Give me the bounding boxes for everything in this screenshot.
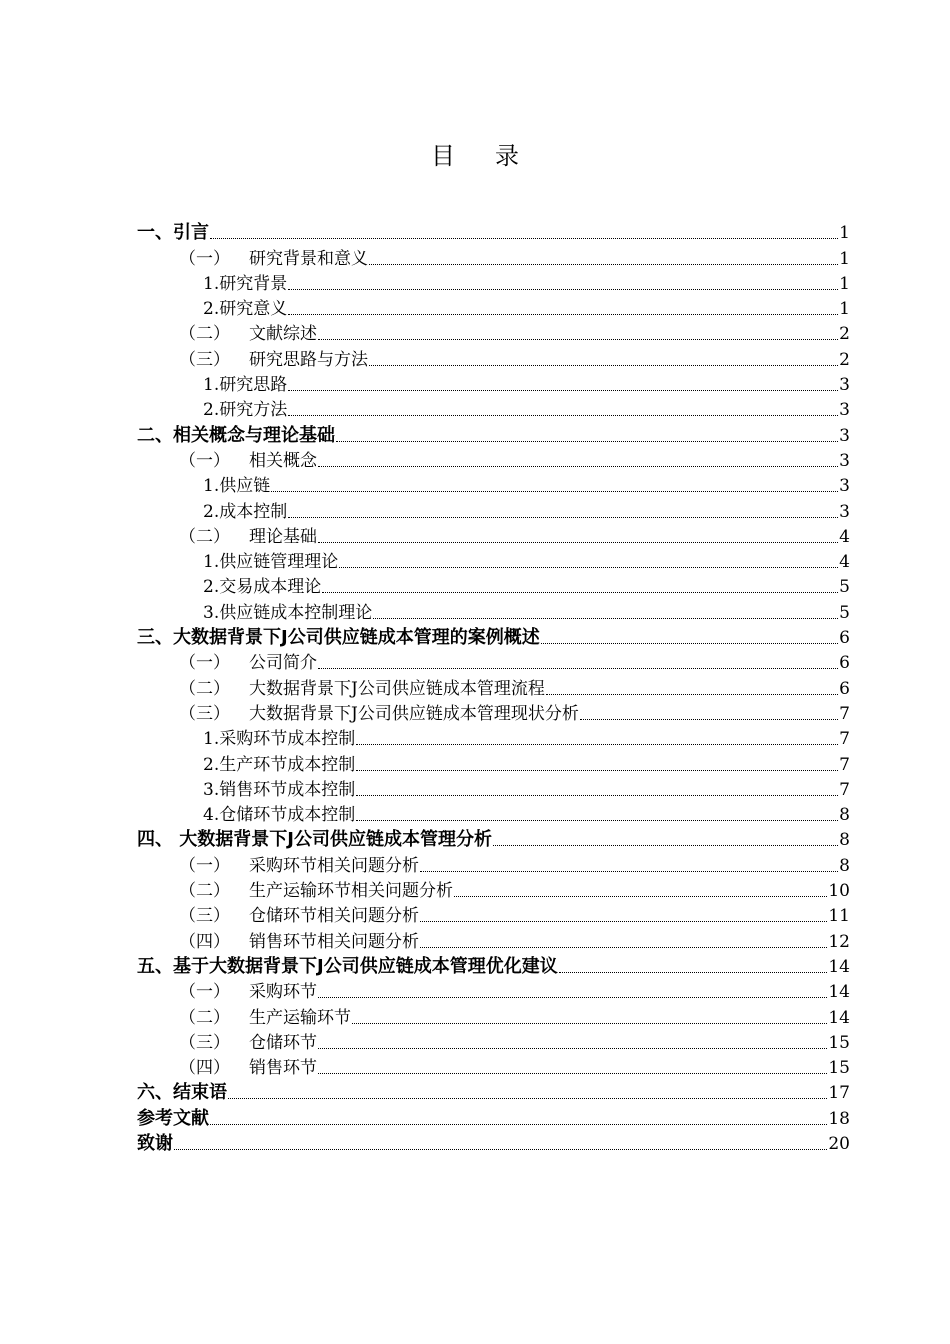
toc-entry-page: 2 — [839, 349, 850, 370]
toc-entry-label — [179, 906, 419, 926]
dot-leader — [288, 313, 838, 315]
toc-entry-text: 2.研究意义 — [203, 299, 288, 320]
toc-entry-page: 7 — [839, 754, 850, 775]
toc-title-part2: 录 — [495, 142, 519, 170]
toc-entry-label — [137, 957, 558, 977]
toc-entry-page: 1 — [839, 223, 850, 244]
dot-leader — [336, 440, 838, 442]
toc-entry[interactable] — [137, 522, 850, 547]
toc-entry[interactable] — [137, 749, 850, 774]
toc-entry-page: 4 — [839, 526, 850, 547]
toc-entry[interactable] — [137, 269, 850, 294]
toc-entry-label — [203, 729, 355, 749]
toc-entry-label — [137, 830, 492, 850]
dot-leader — [420, 920, 827, 922]
toc-entry[interactable] — [137, 926, 850, 951]
toc-entry-label — [179, 1058, 317, 1078]
toc-entry-page: 15 — [828, 1032, 850, 1053]
dot-leader — [352, 1022, 827, 1024]
toc-entry-page: 8 — [839, 805, 850, 826]
toc-entry-label — [179, 324, 317, 344]
toc-entry[interactable] — [137, 825, 850, 850]
toc-entry-label — [203, 577, 321, 597]
toc-entry-text: 生产运输环节 — [249, 1007, 351, 1028]
toc-entry-label — [137, 628, 540, 648]
toc-entry-number: （一） — [179, 855, 230, 876]
toc-entry[interactable] — [137, 1078, 850, 1103]
dot-leader — [322, 591, 838, 593]
toc-entry-label — [179, 249, 368, 269]
dot-leader — [318, 465, 838, 467]
dot-leader — [546, 693, 838, 695]
toc-entry-number: （一） — [179, 248, 230, 269]
toc-entry-text: 四、 大数据背景下J公司供应链成本管理分析 — [137, 829, 492, 851]
dot-leader — [454, 895, 827, 897]
toc-entry-text: 采购环节相关问题分析 — [249, 855, 419, 876]
toc-entry[interactable] — [137, 648, 850, 673]
toc-entry-text: 2.成本控制 — [203, 501, 288, 522]
toc-entry-number: （二） — [179, 1007, 230, 1028]
toc-entry-label — [203, 476, 270, 496]
toc-entry-text: 二、相关概念与理论基础 — [137, 424, 335, 446]
toc-entry-page: 7 — [839, 729, 850, 750]
toc-entry[interactable] — [137, 1103, 850, 1128]
toc-entry-text: 销售环节相关问题分析 — [249, 931, 419, 952]
toc-entry-number: （四） — [179, 1058, 230, 1079]
toc-entry-page: 18 — [828, 1108, 850, 1129]
toc-entry-page: 11 — [828, 906, 850, 927]
toc-entry-label — [179, 527, 317, 547]
toc-entry-label — [179, 704, 579, 724]
toc-entry[interactable] — [137, 420, 850, 445]
toc-entry-text: 六、结束语 — [137, 1082, 227, 1104]
toc-entry-text: 仓储环节相关问题分析 — [249, 906, 419, 927]
toc-entry[interactable] — [137, 623, 850, 648]
dot-leader — [318, 667, 838, 669]
toc-entry[interactable] — [137, 446, 850, 471]
dot-leader — [318, 541, 838, 543]
dot-leader — [210, 1123, 827, 1125]
toc-title — [0, 136, 950, 171]
toc-entry-label — [179, 856, 419, 876]
toc-entry-text: 理论基础 — [249, 526, 317, 547]
toc-entry[interactable] — [137, 370, 850, 395]
toc-title-part1: 目 — [431, 142, 455, 170]
toc-entry[interactable] — [137, 496, 850, 521]
toc-entry-label — [179, 350, 368, 370]
dot-leader — [271, 490, 838, 492]
dot-leader — [580, 718, 838, 720]
toc-entry-page: 10 — [828, 881, 850, 902]
toc-entry-label — [137, 223, 209, 243]
toc-entry-text: 2.生产环节成本控制 — [203, 754, 356, 775]
dot-leader — [356, 794, 838, 796]
toc-entry-number: （四） — [179, 931, 230, 952]
toc-entry[interactable] — [137, 547, 850, 572]
toc-entry-number: （一） — [179, 982, 230, 1003]
dot-leader — [288, 288, 838, 290]
toc-entry-page: 1 — [839, 299, 850, 320]
toc-entry-text: 4.仓储环节成本控制 — [203, 805, 356, 826]
toc-entry-page: 1 — [839, 273, 850, 294]
dot-leader — [174, 1148, 827, 1150]
toc-entry-page: 2 — [839, 324, 850, 345]
toc-entry-page: 14 — [828, 1007, 850, 1028]
toc-entry-label — [203, 299, 287, 319]
toc-entry[interactable] — [137, 344, 850, 369]
toc-entry[interactable] — [137, 800, 850, 825]
toc-entry-number: （二） — [179, 526, 230, 547]
toc-entry-text: 1.采购环节成本控制 — [203, 729, 356, 750]
toc-entry-label — [179, 982, 317, 1002]
toc-entry-text: 仓储环节 — [249, 1032, 317, 1053]
toc-entry[interactable] — [137, 1053, 850, 1078]
toc-entry-page: 3 — [839, 400, 850, 421]
dot-leader — [288, 389, 838, 391]
toc-entry-page: 8 — [839, 855, 850, 876]
dot-leader — [420, 946, 827, 948]
toc-entry-text: 1.研究背景 — [203, 273, 288, 294]
toc-entry-number: （三） — [179, 703, 230, 724]
toc-entry-page: 6 — [839, 678, 850, 699]
toc-entry-text: 研究背景和意义 — [249, 248, 368, 269]
toc-entry-label — [179, 1008, 351, 1028]
toc-entry-page: 14 — [828, 956, 850, 977]
toc-entry-text: 2.交易成本理论 — [203, 577, 322, 598]
dot-leader — [369, 364, 838, 366]
toc-entry[interactable] — [137, 395, 850, 420]
toc-entry-label — [203, 375, 287, 395]
toc-entry-page: 8 — [839, 830, 850, 851]
toc-entry-page: 6 — [839, 628, 850, 649]
dot-leader — [228, 1097, 827, 1099]
toc-entry-page: 5 — [839, 577, 850, 598]
toc-entry-label — [137, 426, 335, 446]
dot-leader — [373, 617, 838, 619]
dot-leader — [356, 743, 838, 745]
toc-entry-page: 15 — [828, 1058, 850, 1079]
toc-entry-number: （一） — [179, 653, 230, 674]
toc-entry-label — [179, 451, 317, 471]
toc-entry-number: （二） — [179, 678, 230, 699]
toc-entry-label — [179, 932, 419, 952]
dot-leader — [420, 870, 838, 872]
toc-entry-label — [203, 780, 355, 800]
dot-leader — [318, 1072, 827, 1074]
toc-entry[interactable] — [137, 218, 850, 243]
toc-entry-label — [137, 1134, 173, 1154]
toc-entry-number: （三） — [179, 1032, 230, 1053]
toc-entry[interactable] — [137, 724, 850, 749]
toc-entry-label — [137, 1109, 209, 1129]
toc-entry-text: 五、基于大数据背景下J公司供应链成本管理优化建议 — [137, 955, 558, 977]
toc-entry-text: 一、引言 — [137, 222, 209, 244]
toc-entry-page: 3 — [839, 425, 850, 446]
toc-entry[interactable] — [137, 876, 850, 901]
toc-entry-number: （二） — [179, 324, 230, 345]
toc-entry-label — [179, 679, 545, 699]
toc-entry[interactable] — [137, 977, 850, 1002]
toc-entry-text: 销售环节 — [249, 1058, 317, 1079]
dot-leader — [541, 642, 838, 644]
dot-leader — [369, 263, 838, 265]
toc-entry-label — [203, 502, 287, 522]
toc-entry-page: 7 — [839, 703, 850, 724]
toc-entry-label — [203, 274, 287, 294]
dot-leader — [318, 996, 827, 998]
toc-entry-text: 研究思路与方法 — [249, 349, 368, 370]
toc-entry-text: 1.供应链管理理论 — [203, 552, 339, 573]
toc-entry-label — [203, 755, 355, 775]
toc-entry-text: 参考文献 — [137, 1107, 209, 1129]
toc-entry[interactable] — [137, 901, 850, 926]
toc-entry[interactable] — [137, 1129, 850, 1154]
toc-entry-text: 3.销售环节成本控制 — [203, 779, 356, 800]
dot-leader — [559, 971, 828, 973]
dot-leader — [288, 414, 838, 416]
toc-entry-number: （一） — [179, 450, 230, 471]
toc-entry[interactable] — [137, 572, 850, 597]
toc-entry-text: 大数据背景下J公司供应链成本管理流程 — [249, 678, 545, 699]
toc-entry-text: 相关概念 — [249, 450, 317, 471]
dot-leader — [210, 237, 838, 239]
dot-leader — [318, 1047, 827, 1049]
toc-entry-number: （三） — [179, 906, 230, 927]
toc-entry-text: 三、大数据背景下J公司供应链成本管理的案例概述 — [137, 627, 540, 649]
toc-entry-label — [203, 805, 355, 825]
toc-entry[interactable] — [137, 850, 850, 875]
toc-entry-text: 3.供应链成本控制理论 — [203, 602, 373, 623]
toc-entry-page: 5 — [839, 602, 850, 623]
dot-leader — [318, 338, 838, 340]
dot-leader — [339, 566, 838, 568]
toc-entry[interactable] — [137, 673, 850, 698]
dot-leader — [356, 769, 838, 771]
toc-entry-page: 1 — [839, 248, 850, 269]
dot-leader — [288, 516, 838, 518]
toc-entry-text: 大数据背景下J公司供应链成本管理现状分析 — [249, 703, 579, 724]
toc-entry-page: 17 — [828, 1083, 850, 1104]
toc-entry-page: 12 — [828, 931, 850, 952]
toc-entry-number: （二） — [179, 881, 230, 902]
toc-entry[interactable] — [137, 952, 850, 977]
toc-entry-text: 生产运输环节相关问题分析 — [249, 881, 453, 902]
toc-entry-label — [179, 881, 453, 901]
toc-entry-page: 3 — [839, 476, 850, 497]
toc-entry-page: 6 — [839, 653, 850, 674]
toc-entry-label — [179, 1033, 317, 1053]
toc-entry-page: 14 — [828, 982, 850, 1003]
toc-entry-page: 4 — [839, 552, 850, 573]
toc-entry-page: 7 — [839, 779, 850, 800]
toc-entry-text: 文献综述 — [249, 324, 317, 345]
toc-entry[interactable] — [137, 597, 850, 622]
toc-entry[interactable] — [137, 471, 850, 496]
toc-entry-text: 2.研究方法 — [203, 400, 288, 421]
toc-entry-page: 3 — [839, 375, 850, 396]
toc-entry-text: 致谢 — [137, 1132, 173, 1154]
dot-leader — [356, 819, 838, 821]
toc-entry[interactable] — [137, 1028, 850, 1053]
toc-entry[interactable] — [137, 243, 850, 268]
toc-entry[interactable] — [137, 1002, 850, 1027]
toc-entry-page: 3 — [839, 501, 850, 522]
toc-entry-text: 1.供应链 — [203, 476, 271, 497]
toc-entry-number: （三） — [179, 349, 230, 370]
toc-entry[interactable] — [137, 319, 850, 344]
toc-entry-label — [203, 400, 287, 420]
toc-entry-label — [203, 603, 372, 623]
toc-entry-page: 20 — [828, 1133, 850, 1154]
toc-entry[interactable] — [137, 699, 850, 724]
toc-entry-label — [203, 552, 338, 572]
toc-entry-label — [137, 1083, 227, 1103]
toc-entry-text: 采购环节 — [249, 982, 317, 1003]
dot-leader — [493, 844, 838, 846]
toc-entry-page: 3 — [839, 450, 850, 471]
toc-entry-text: 1.研究思路 — [203, 375, 288, 396]
toc-entry[interactable] — [137, 294, 850, 319]
toc-entry-text: 公司简介 — [249, 653, 317, 674]
toc-entry[interactable] — [137, 775, 850, 800]
table-of-contents — [137, 218, 850, 1154]
toc-entry-label — [179, 653, 317, 673]
